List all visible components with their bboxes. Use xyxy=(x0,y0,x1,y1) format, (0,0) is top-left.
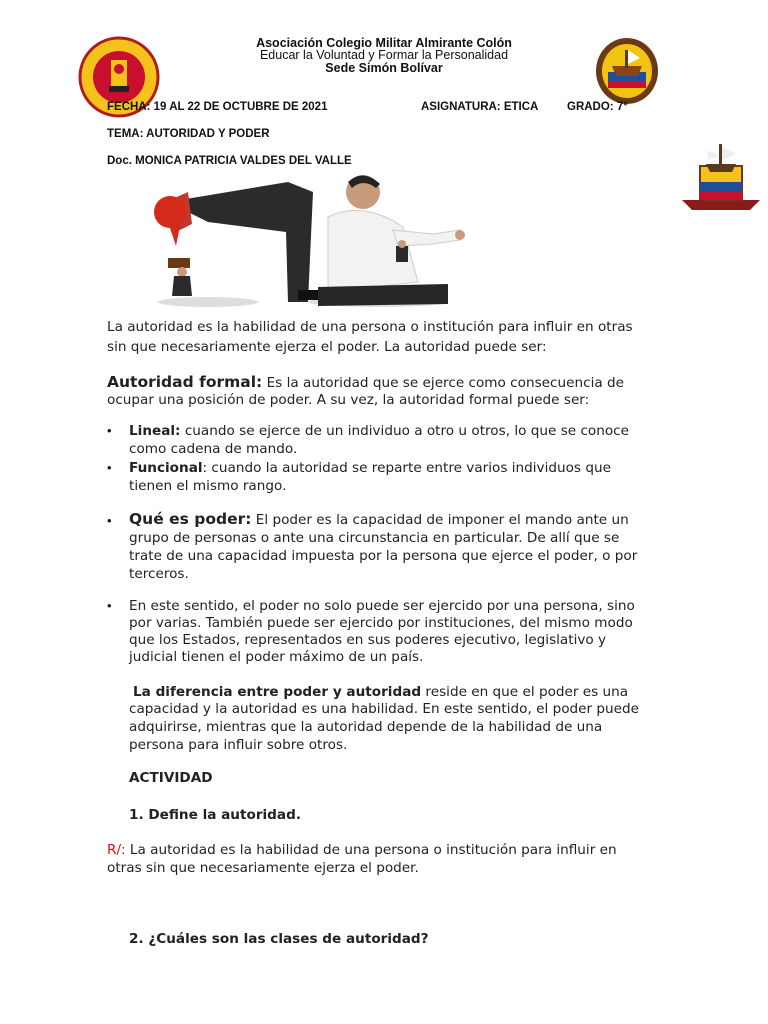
sentido-line-2: por varias. También puede ser ejercido por instituciones, del mismo modo xyxy=(129,615,633,631)
diferencia-line-1 xyxy=(133,683,628,701)
funcional-label: Funcional xyxy=(129,460,203,476)
poder-text-1: El poder es la capacidad de imponer el mando ante un xyxy=(251,512,629,528)
question-1: 1. Define la autoridad. xyxy=(129,807,301,823)
ship-crest-side-icon xyxy=(678,140,764,214)
bullet-icon: • xyxy=(107,513,112,528)
intro-line-1: La autoridad es la habilidad de una persona o institución para influir en otras xyxy=(107,319,633,335)
formal-text-1: Es la autoridad que se ejerce como consecuencia de xyxy=(262,375,624,391)
poder-title: Qué es poder: xyxy=(129,510,252,528)
answer-1-line-2: otras sin que necesariamente ejerza el poder. xyxy=(107,860,419,876)
diferencia-label: La diferencia entre poder y autoridad xyxy=(133,684,422,700)
funcional-line-2: tienen el mismo rango. xyxy=(129,478,287,494)
diferencia-line-3: adquirirse, mientras que la autoridad depende de la habilidad de una xyxy=(129,719,603,735)
formal-line-2: ocupar una posición de poder. A su vez, la autoridad formal puede ser: xyxy=(107,392,590,408)
poder-line-3: trate de una capacidad impuesta por la persona que ejerce el poder, o por xyxy=(129,548,638,564)
answer-1-line-1 xyxy=(107,841,617,859)
docente-text: Doc. MONICA PATRICIA VALDES DEL VALLE xyxy=(107,155,352,167)
actividad-heading: ACTIVIDAD xyxy=(129,770,213,786)
diferencia-line-4: persona para influir sobre otros. xyxy=(129,737,348,753)
funcional-text-1: : cuando la autoridad se reparte entre varios individuos que xyxy=(202,460,611,476)
lineal-line-2: como cadena de mando. xyxy=(129,441,298,457)
poder-line-2: grupo de personas o ante una circunstancia en particular. De allí que se xyxy=(129,530,620,546)
bullet-icon: • xyxy=(107,460,112,475)
sentido-line-3: que los Estados, representados en sus poderes ejecutivo, legislativo y xyxy=(129,632,607,648)
poder-line-4: terceros. xyxy=(129,566,189,582)
asignatura-text: ASIGNATURA: ETICA xyxy=(421,101,539,113)
bullet-icon: • xyxy=(107,598,112,613)
formal-paragraph-line-1 xyxy=(107,373,624,392)
answer-label: R/: xyxy=(107,842,126,858)
lineal-line-1 xyxy=(129,422,629,440)
formal-title: Autoridad formal: xyxy=(107,373,263,391)
sentido-line-1: En este sentido, el poder no solo puede ser ejercido por una persona, sino xyxy=(129,598,635,614)
lineal-label: Lineal: xyxy=(129,423,181,439)
tema-text: TEMA: AUTORIDAD Y PODER xyxy=(107,128,270,140)
school-sede: Sede Simón Bolívar xyxy=(325,61,443,75)
school-motto: Educar la Voluntad y Formar la Personalidad xyxy=(259,48,509,62)
diferencia-line-2: capacidad y la autoridad es una habilidad. En este sentido, el poder puede xyxy=(129,701,640,717)
authority-power-illustration xyxy=(148,172,468,312)
sentido-line-4: judicial tienen el poder máximo de un país. xyxy=(129,649,424,665)
question-2: 2. ¿Cuáles son las clases de autoridad? xyxy=(129,931,429,947)
intro-line-2: sin que necesariamente ejerza el poder. La autoridad puede ser: xyxy=(107,339,547,355)
school-name: Asociación Colegio Militar Almirante Colón xyxy=(256,36,512,50)
poder-line-1 xyxy=(129,510,629,529)
lineal-text-1: cuando se ejerce de un individuo a otro u otros, lo que se conoce xyxy=(180,423,630,439)
funcional-line-1 xyxy=(129,459,611,477)
fecha-text: FECHA: 19 AL 22 DE OCTUBRE DE 2021 xyxy=(107,101,328,113)
diferencia-text-1: reside en que el poder es una xyxy=(421,684,629,700)
answer-1-text-1: La autoridad es la habilidad de una persona o institución para influir en xyxy=(125,842,617,858)
grado-text: GRADO: 7° xyxy=(567,101,628,113)
bullet-icon: • xyxy=(107,423,112,438)
